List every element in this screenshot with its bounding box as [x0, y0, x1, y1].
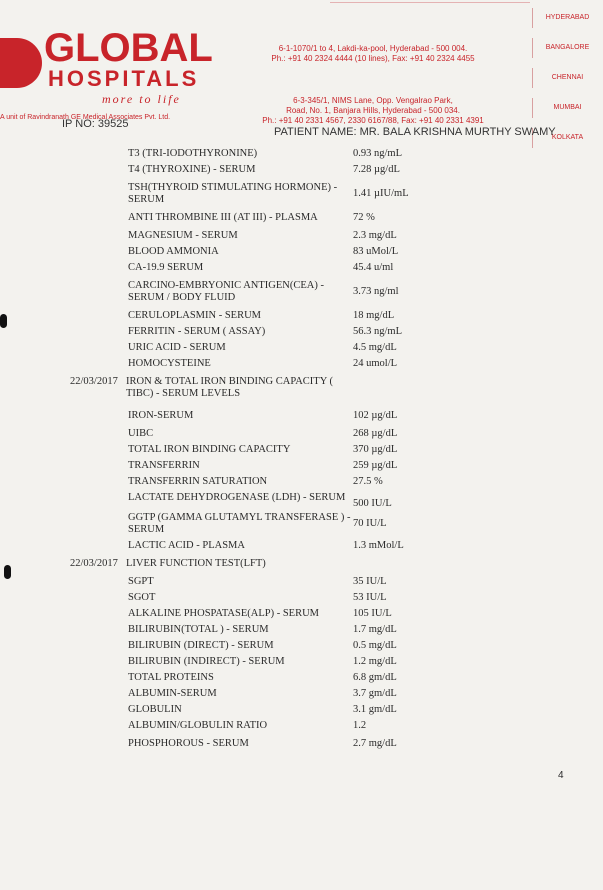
test-value: 27.5 %: [353, 476, 383, 487]
table-row: [0, 148, 603, 160]
result-date: 22/03/2017: [70, 558, 118, 569]
test-value: 35 IU/L: [353, 576, 387, 587]
punch-hole-icon: [4, 565, 11, 579]
table-row: [0, 576, 603, 588]
punch-hole-icon: [0, 314, 7, 328]
test-name: LACTIC ACID - PLASMA: [128, 540, 245, 551]
test-value: 268 µg/dL: [353, 428, 398, 439]
letterhead: [0, 0, 603, 150]
test-value: 6.8 gm/dL: [353, 672, 397, 683]
test-value: 259 µg/dL: [353, 460, 398, 471]
test-name: BLOOD AMMONIA: [128, 246, 219, 257]
table-row: [0, 558, 603, 570]
test-value: 105 IU/L: [353, 608, 392, 619]
patient-name: PATIENT NAME: MR. BALA KRISHNA MURTHY SWAMY: [274, 126, 556, 138]
test-value: 370 µg/dL: [353, 444, 398, 455]
test-name: MAGNESIUM - SERUM: [128, 230, 238, 241]
city-bangalore: BANGALORE: [532, 38, 602, 58]
table-row: [0, 720, 603, 732]
test-value: 45.4 u/ml: [353, 262, 394, 273]
test-name: TOTAL PROTEINS: [128, 672, 214, 683]
test-name: TRANSFERRIN SATURATION: [128, 476, 268, 487]
logo-tagline: more to life: [102, 92, 181, 106]
test-value: 4.5 mg/dL: [353, 342, 397, 353]
test-value: 500 IU/L: [353, 498, 392, 509]
test-name: ALBUMIN-SERUM: [128, 688, 217, 699]
table-row: [0, 460, 603, 472]
test-name: LACTATE DEHYDROGENASE (LDH) - SERUM: [128, 492, 346, 503]
table-row: [0, 624, 603, 636]
table-row: [0, 280, 603, 304]
address-line: 6-3-345/1, NIMS Lane, Opp. Vengalrao Park,: [293, 96, 453, 105]
test-value: 18 mg/dL: [353, 310, 395, 321]
test-value: 72 %: [353, 212, 375, 223]
table-row: [0, 212, 603, 224]
address-line: Ph.: +91 40 2331 4567, 2330 6167/88, Fax: +91 40 2331 4391: [262, 116, 484, 125]
table-row: [0, 476, 603, 488]
address-line: Road, No. 1, Banjara Hills, Hyderabad - 500 034.: [286, 106, 460, 115]
table-row: [0, 410, 603, 422]
test-value: 83 uMol/L: [353, 246, 399, 257]
test-name: PHOSPHOROUS - SERUM: [128, 738, 249, 749]
test-name: SGPT: [128, 576, 154, 587]
table-row: [0, 738, 603, 750]
address-lakdikapool: [228, 44, 518, 64]
test-name: TRANSFERRIN: [128, 460, 200, 471]
test-name: SGOT: [128, 592, 156, 603]
unit-text: A unit of Ravindranath GE Medical Associates Pvt. Ltd.: [0, 114, 171, 121]
table-row: [0, 358, 603, 370]
table-row: [0, 704, 603, 716]
table-row: [0, 230, 603, 242]
table-row: [0, 326, 603, 338]
table-row: [0, 672, 603, 684]
table-row: [0, 376, 603, 400]
test-value: 0.5 mg/dL: [353, 640, 397, 651]
test-value: 53 IU/L: [353, 592, 387, 603]
table-row: [0, 640, 603, 652]
test-value: 1.2 mg/dL: [353, 656, 397, 667]
table-row: [0, 512, 603, 536]
test-name: T3 (TRI-IODOTHYRONINE): [128, 148, 258, 159]
test-name: GGTP (GAMMA GLUTAMYL TRANSFERASE ) - SERUM: [128, 512, 351, 535]
table-row: [0, 310, 603, 322]
table-row: [0, 246, 603, 258]
test-name: BILIRUBIN (DIRECT) - SERUM: [128, 640, 274, 651]
test-value: 0.93 ng/mL: [353, 148, 402, 159]
test-value: 7.28 µg/dL: [353, 164, 400, 175]
address-line: Ph.: +91 40 2324 4444 (10 lines), Fax: +91 40 2324 4455: [271, 54, 475, 63]
test-name: T4 (THYROXINE) - SERUM: [128, 164, 256, 175]
test-value: 70 IU/L: [353, 518, 387, 529]
logo-word-global: GLOBAL: [44, 26, 213, 70]
test-name: IRON-SERUM: [128, 410, 194, 421]
test-value: 1.2: [353, 720, 367, 731]
ip-number: IP NO: 39525: [62, 118, 129, 130]
test-name: FERRITIN - SERUM ( ASSAY): [128, 326, 266, 337]
test-name: ALBUMIN/GLOBULIN RATIO: [128, 720, 268, 731]
page-number: 4: [558, 770, 564, 781]
global-hospitals-logo-icon: [0, 38, 42, 88]
test-group-heading: LIVER FUNCTION TEST(LFT): [126, 558, 266, 569]
table-row: [0, 656, 603, 668]
table-row: [0, 608, 603, 620]
test-value: 24 umol/L: [353, 358, 398, 369]
table-row: [0, 428, 603, 440]
test-name: BILIRUBIN (INDIRECT) - SERUM: [128, 656, 285, 667]
test-name: URIC ACID - SERUM: [128, 342, 226, 353]
table-row: [0, 342, 603, 354]
address-line: 6-1-1070/1 to 4, Lakdi-ka-pool, Hyderabad - 500 004.: [278, 44, 468, 53]
test-value: 3.73 ng/ml: [353, 286, 399, 297]
test-name: TOTAL IRON BINDING CAPACITY: [128, 444, 291, 455]
logo-word-hospitals: HOSPITALS: [48, 66, 200, 91]
table-row: [0, 688, 603, 700]
test-name: TSH(THYROID STIMULATING HORMONE) - SERUM: [128, 182, 338, 205]
test-value: 1.41 µIU/mL: [353, 188, 409, 199]
city-hyderabad: HYDERABAD: [532, 8, 602, 28]
test-group-heading: IRON & TOTAL IRON BINDING CAPACITY ( TIBC) - SERUM LEVELS: [126, 376, 334, 399]
table-row: [0, 592, 603, 604]
test-value: 2.7 mg/dL: [353, 738, 397, 749]
city-kolkata: KOLKATA: [532, 128, 602, 148]
test-value: 1.3 mMol/L: [353, 540, 404, 551]
test-name: CA-19.9 SERUM: [128, 262, 204, 273]
address-banjara-hills: [228, 96, 518, 126]
test-value: 2.3 mg/dL: [353, 230, 397, 241]
table-row: [0, 182, 603, 206]
test-name: CERULOPLASMIN - SERUM: [128, 310, 262, 321]
test-value: 1.7 mg/dL: [353, 624, 397, 635]
table-row: [0, 444, 603, 456]
test-name: GLOBULIN: [128, 704, 182, 715]
test-value: 3.7 gm/dL: [353, 688, 397, 699]
table-row: [0, 262, 603, 274]
result-date: 22/03/2017: [70, 376, 118, 387]
test-name: ALKALINE PHOSPATASE(ALP) - SERUM: [128, 608, 319, 619]
test-name: CARCINO-EMBRYONIC ANTIGEN(CEA) - SERUM / BODY FLUID: [128, 280, 324, 303]
test-value: 3.1 gm/dL: [353, 704, 397, 715]
test-name: BILIRUBIN(TOTAL ) - SERUM: [128, 624, 269, 635]
test-name: UIBC: [128, 428, 154, 439]
city-chennai: CHENNAI: [532, 68, 602, 88]
city-mumbai: MUMBAI: [532, 98, 602, 118]
header-rule: [330, 2, 530, 3]
table-row: [0, 540, 603, 552]
test-value: 56.3 ng/mL: [353, 326, 402, 337]
test-name: ANTI THROMBINE III (AT III) - PLASMA: [128, 212, 318, 223]
test-name: HOMOCYSTEINE: [128, 358, 211, 369]
table-row: [0, 164, 603, 176]
test-value: 102 µg/dL: [353, 410, 398, 421]
